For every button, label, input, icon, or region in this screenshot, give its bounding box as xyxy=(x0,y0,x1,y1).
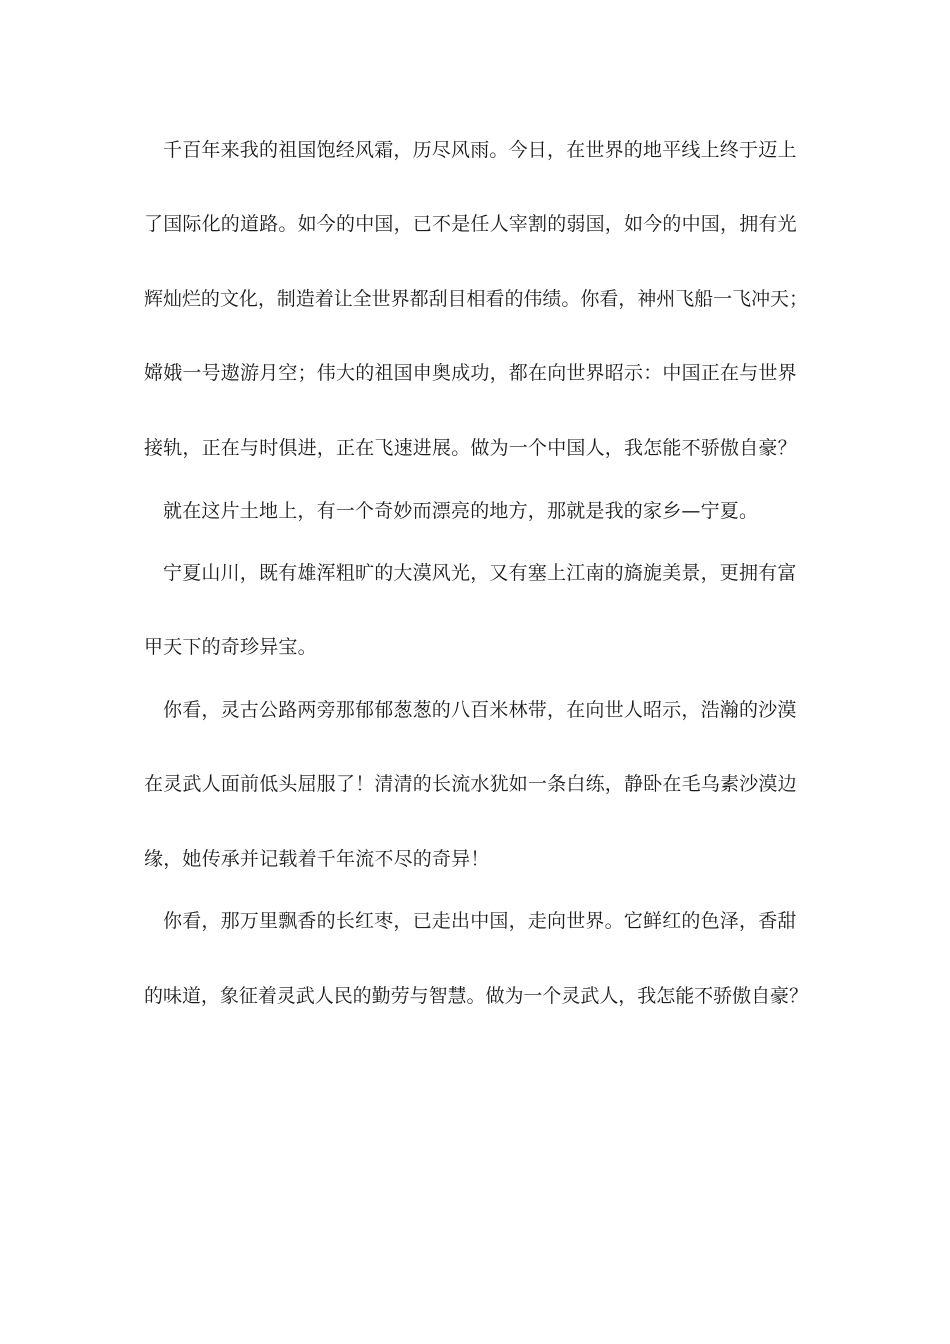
text-line: 甲天下的奇珍异宝。 xyxy=(144,636,317,658)
text-line: 的味道，象征着灵武人民的勤劳与智慧。做为一个灵武人，我怎能不骄傲自豪？ xyxy=(144,985,809,1007)
text-line: 嫦娥一号遨游月空；伟大的祖国申奥成功，都在向世界昭示：中国正在与世界 xyxy=(144,362,797,384)
text-line: 宁夏山川，既有雄浑粗旷的大漠风光，又有塞上江南的旖旎美景，更拥有富 xyxy=(163,562,797,584)
text-line: 接轨，正在与时俱进，正在飞速进展。做为一个中国人，我怎能不骄傲自豪？ xyxy=(144,437,797,459)
text-line: 千百年来我的祖国饱经风霜，历尽风雨。今日，在世界的地平线上终于迈上 xyxy=(163,139,797,161)
text-line: 在灵武人面前低头屈服了！清清的长流水犹如一条白练，静卧在毛乌素沙漠边 xyxy=(144,773,797,795)
text-line: 你看，灵古公路两旁那郁郁葱葱的八百米林带，在向世人昭示，浩瀚的沙漠 xyxy=(163,699,797,721)
text-line: 缘，她传承并记载着千年流不尽的奇异！ xyxy=(144,848,490,870)
text-line: 就在这片土地上，有一个奇妙而漂亮的地方，那就是我的家乡—宁夏。 xyxy=(163,500,759,522)
text-line: 辉灿烂的文化，制造着让全世界都刮目相看的伟绩。你看，神州飞船一飞冲天； xyxy=(144,288,809,310)
text-line: 你看，那万里飘香的长红枣，已走出中国，走向世界。它鲜红的色泽，香甜 xyxy=(163,910,797,932)
text-line: 了国际化的道路。如今的中国，已不是任人宰割的弱国，如今的中国，拥有光 xyxy=(144,213,797,235)
